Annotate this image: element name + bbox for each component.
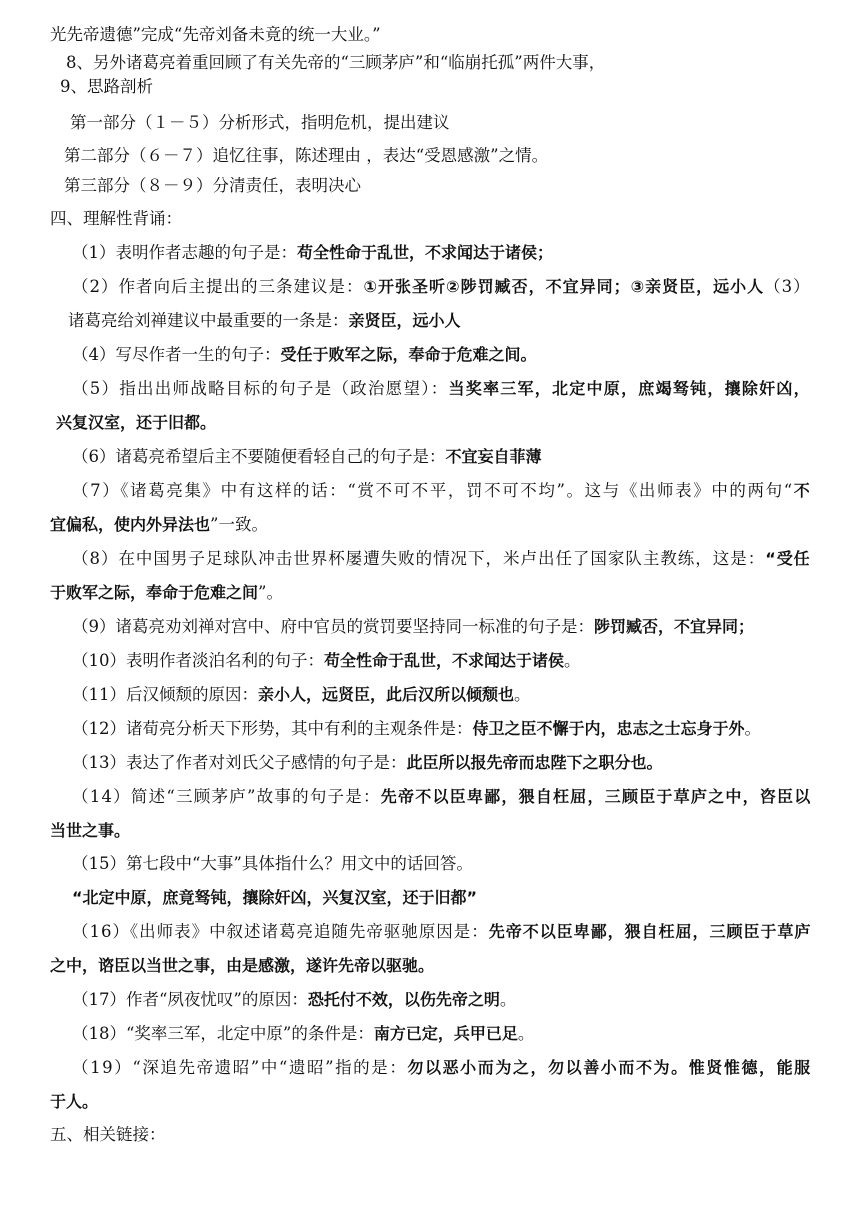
text-line <box>68 310 461 332</box>
bold-answer: 于人。 <box>50 1092 99 1111</box>
line-text: 光先帝遗德”完成“先帝刘备未竟的统一大业。” <box>50 25 381 44</box>
bold-answer: 当奖率三军，北定中原，庶竭驽钝，攘除奸凶， <box>448 379 811 398</box>
text-line <box>72 1023 534 1045</box>
line-text: （4）写尽作者一生的句子： <box>72 345 281 364</box>
bold-answer: 先帝不以臣卑鄙，猥自枉屈，三顾臣于草庐 <box>488 922 812 941</box>
line-text: （17）作者“夙夜忧叹”的原因： <box>72 990 308 1009</box>
line-text: （16）《出师表》中叙述诸葛亮追随先帝驱驰原因是： <box>72 922 489 941</box>
line-text: （18）“奖率三军，北定中原”的条件是： <box>72 1024 374 1043</box>
line-text: （15）第七段中“大事”具体指什么？用文中的话回答。 <box>72 854 473 873</box>
bold-answer: 此臣所以报先帝而忠陛下之职分也。 <box>406 753 663 772</box>
line-text: （6）诸葛亮希望后主不要随便看轻自己的句子是： <box>72 447 446 466</box>
text-line <box>50 24 381 46</box>
text-line <box>50 514 268 536</box>
line-text: （3） <box>764 277 811 296</box>
bold-answer: 恐托付不效，以伤先帝之明 <box>307 990 500 1009</box>
text-line <box>56 412 216 434</box>
line-text: （12）诸荀亮分析天下形势，其中有利的主观条件是： <box>72 719 473 738</box>
text-line <box>72 684 531 706</box>
text-line <box>72 752 663 774</box>
line-text: （13）表达了作者对刘氏父子感情的句子是： <box>72 753 407 772</box>
line-text: 五、相关链接： <box>50 1125 166 1144</box>
bold-answer: 亲小人，远贤臣，此后汉所以倾颓也 <box>258 685 515 704</box>
line-text: 。 <box>564 651 581 670</box>
bold-answer: 宜偏私，使内外异法也 <box>50 515 211 534</box>
line-text: （10）表明作者淡泊名利的句子： <box>72 651 324 670</box>
text-line <box>72 853 473 875</box>
text-line <box>50 1124 166 1146</box>
text-line <box>72 344 537 366</box>
line-text: （9）诸葛亮劝刘禅对宫中、府中官员的赏罚要坚持同一标准的句子是： <box>72 617 594 636</box>
text-line <box>50 1091 98 1113</box>
bold-answer: 苟全性命于乱世，不求闻达于诸侯 <box>324 651 565 670</box>
line-text: （5）指出出师战略目标的句子是（政治愿望）： <box>72 379 449 398</box>
line-text: 第一部分（１－５）分析形式，指明危机，提出建议 <box>70 113 450 132</box>
bold-answer: 陟罚臧否，不宜异同； <box>594 617 755 636</box>
text-line <box>72 989 516 1011</box>
text-line <box>72 548 811 570</box>
line-text: （8）在中国男子足球队冲击世界杯屡遭失败的情况下，米卢出任了国家队主教练，这是： <box>72 549 766 568</box>
line-text: 第三部分（８－９）分清责任，表明决心 <box>64 176 361 195</box>
line-text: 。 <box>744 719 762 738</box>
bold-answer: 苟全性命于乱世，不求闻达于诸侯； <box>297 243 554 262</box>
bold-answer: ①开张圣听②陟罚臧否，不宜异同；③亲贤臣，远小人 <box>363 277 765 296</box>
bold-answer: 当世之事。 <box>50 821 131 840</box>
text-line <box>72 276 811 298</box>
line-text: 9、思路剖析 <box>60 77 153 96</box>
line-text: 8、另外诸葛亮着重回顾了有关先帝的“三顾茅庐”和“临崩托孤”两件大事， <box>66 53 606 72</box>
line-text: （7）《诸葛亮集》中有这样的话：“赏不可不平，罚不可不均”。这与《出师表》中的两句“ <box>72 481 794 500</box>
text-line <box>50 582 283 604</box>
line-text: 第二部分（６－７）追忆往事，陈述理由 ，表达“受恩感激”之情。 <box>64 146 549 165</box>
line-text: 四、理解性背诵： <box>50 209 182 228</box>
bold-answer: 之中，谘臣以当世之事，由是感激，遂许先帝以驱驰。 <box>50 956 435 975</box>
text-line <box>50 820 130 842</box>
text-line <box>72 480 811 502</box>
bold-answer: 受任于败军之际，奉命于危难之间。 <box>280 345 537 364</box>
text-line <box>70 112 450 134</box>
line-text: （14）简述“三顾茅庐”故事的句子是： <box>72 787 381 806</box>
line-text: （2）作者向后主提出的三条建议是： <box>72 277 364 296</box>
bold-answer: 不宜妄自菲薄 <box>445 447 542 466</box>
text-line <box>72 1057 812 1079</box>
text-line <box>72 786 812 808</box>
text-line <box>50 208 182 230</box>
bold-answer: 兴复汉室，还于旧都。 <box>56 413 217 432</box>
line-text: 。 <box>514 685 531 704</box>
bold-answer: 亲贤臣，远小人 <box>348 311 461 330</box>
line-text: 诸葛亮给刘禅建议中最重要的一条是： <box>68 311 349 330</box>
bold-answer: 于败军之际，奉命于危难之间 <box>50 583 259 602</box>
line-text: （11）后汉倾颓的原因： <box>72 685 258 704</box>
text-line <box>72 446 542 468</box>
text-line <box>72 378 811 400</box>
line-text: （19）“深追先帝遗昭”中“遗昭”指的是： <box>72 1058 408 1077</box>
bold-answer: 先帝不以臣卑鄙，猥自枉屈，三顾臣于草庐之中，咨臣以 <box>380 787 812 806</box>
text-line <box>72 242 553 264</box>
bold-answer: 南方已定，兵甲已足 <box>373 1024 518 1043</box>
line-text: 。 <box>517 1024 535 1043</box>
line-text: （1）表明作者志趣的句子是： <box>72 243 297 262</box>
text-line <box>72 650 581 672</box>
text-line <box>64 145 548 167</box>
line-text: ”。 <box>258 583 283 602</box>
text-line <box>60 76 153 98</box>
text-line <box>72 718 761 740</box>
bold-answer: 侍卫之臣不懈于内，忠志之士忘身于外 <box>472 719 745 738</box>
bold-answer: “受任 <box>765 549 811 568</box>
text-line <box>72 887 477 909</box>
line-text: 。 <box>499 990 517 1009</box>
bold-answer: “北定中原，庶竟驽钝，攘除奸凶，兴复汉室，还于旧都” <box>72 888 478 907</box>
text-line <box>72 921 811 943</box>
line-text: ”一致。 <box>210 515 268 534</box>
bold-answer: 勿以恶小而为之，勿以善小而不为。惟贤惟德，能服 <box>407 1058 812 1077</box>
bold-answer: 不 <box>793 481 812 500</box>
text-line <box>50 955 434 977</box>
text-line <box>72 616 754 638</box>
text-line <box>64 175 361 197</box>
text-line <box>66 52 605 74</box>
